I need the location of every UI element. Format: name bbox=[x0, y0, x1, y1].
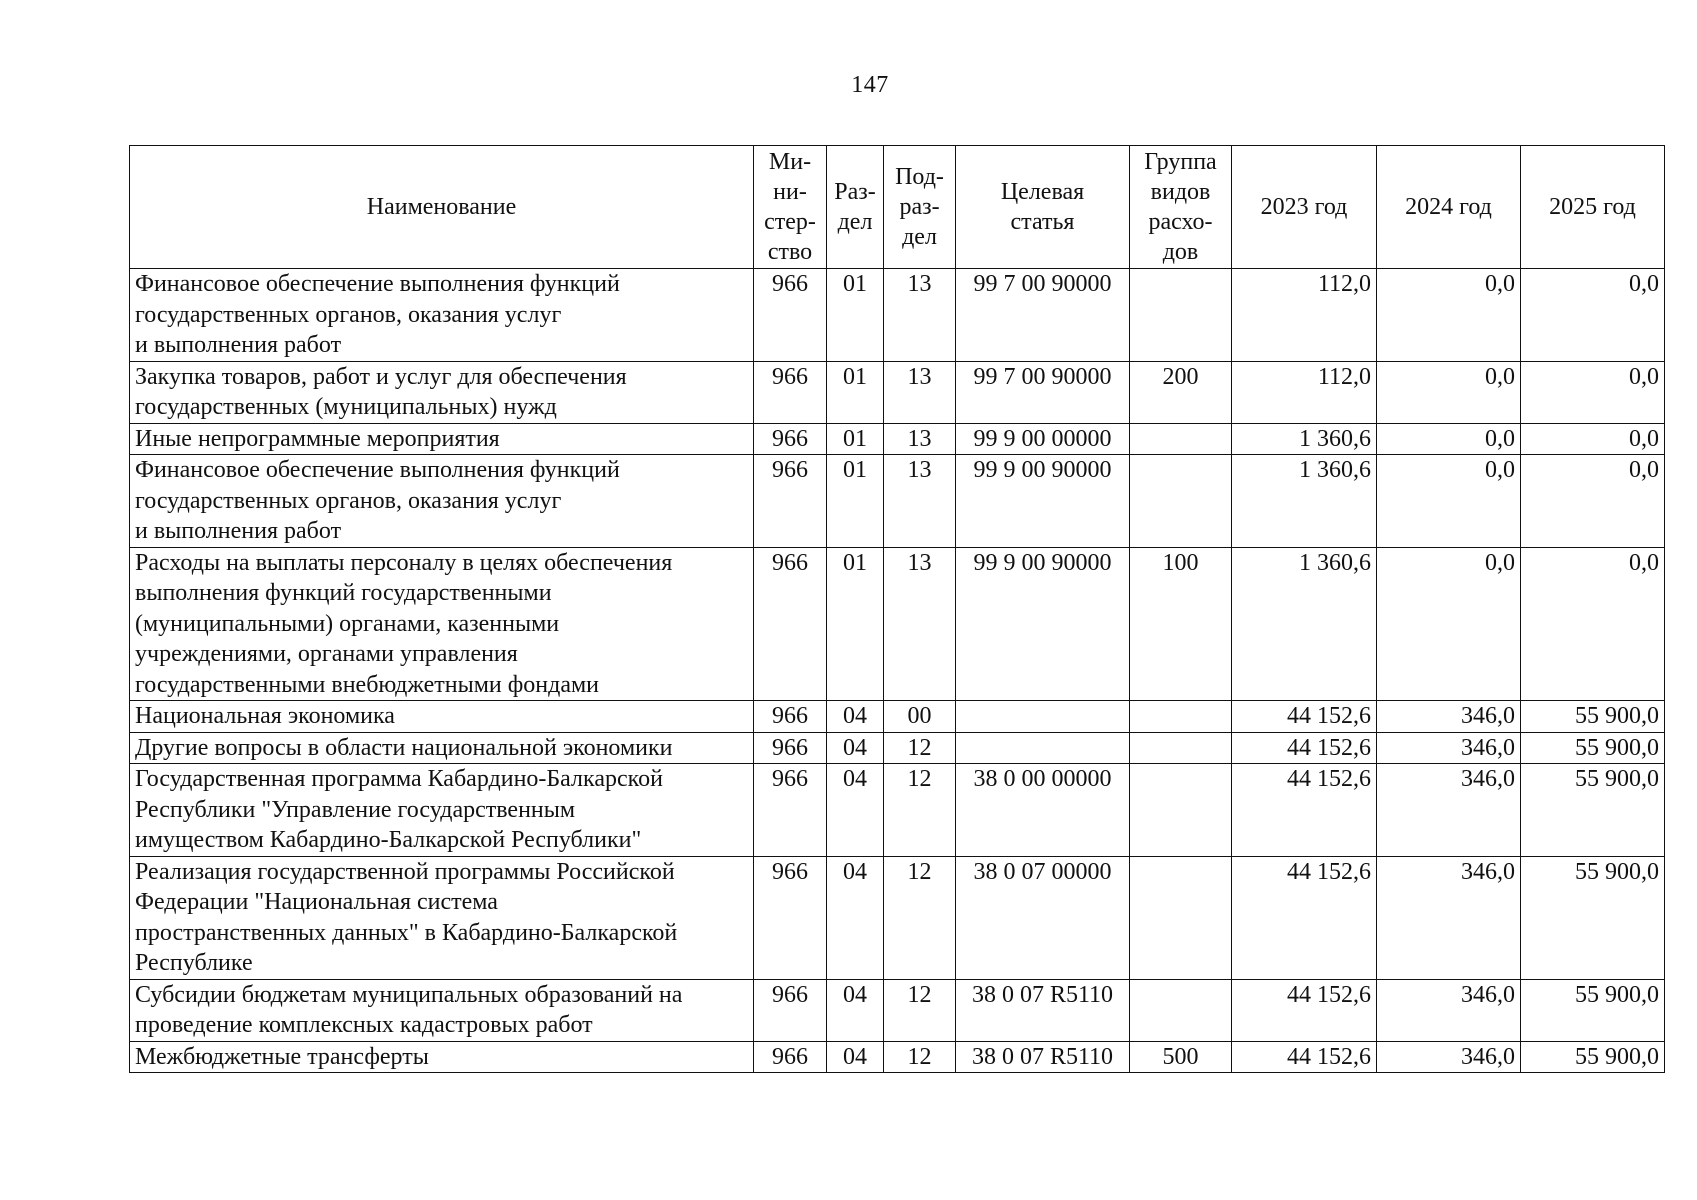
cell-expense-group bbox=[1130, 979, 1232, 1041]
table-row bbox=[130, 455, 1665, 548]
cell-subsection: 13 bbox=[884, 423, 956, 455]
cell-name-line: Субсидии бюджетам муниципальных образований на bbox=[135, 981, 683, 1008]
cell-target: 99 9 00 00000 bbox=[956, 423, 1130, 455]
cell-expense-group: 500 bbox=[1130, 1041, 1232, 1073]
cell-target: 38 0 07 R5110 bbox=[956, 1041, 1130, 1073]
cell-name-line: имуществом Кабардино-Балкарской Республики" bbox=[135, 827, 642, 853]
cell-name-line: Расходы на выплаты персоналу в целях обеспечения bbox=[135, 549, 673, 576]
header-2024: 2024 год bbox=[1377, 146, 1521, 269]
header-target: Целевая статья bbox=[956, 146, 1130, 269]
cell-target: 99 7 00 90000 bbox=[956, 269, 1130, 362]
cell-2025: 55 900,0 bbox=[1521, 701, 1665, 733]
cell-name-line: государственных органов, оказания услуг bbox=[135, 301, 562, 328]
cell-section: 01 bbox=[827, 455, 884, 548]
cell-subsection: 00 bbox=[884, 701, 956, 733]
cell-target: 38 0 00 00000 bbox=[956, 764, 1130, 857]
cell-2025: 0,0 bbox=[1521, 423, 1665, 455]
table-row bbox=[130, 547, 1665, 701]
cell-name-line: государственных органов, оказания услуг bbox=[135, 487, 562, 514]
cell-2024: 0,0 bbox=[1377, 269, 1521, 362]
cell-name-line: учреждениями, органами управления bbox=[135, 641, 518, 667]
cell-2025: 0,0 bbox=[1521, 361, 1665, 423]
cell-ministry: 966 bbox=[754, 979, 827, 1041]
budget-table bbox=[129, 145, 1665, 1073]
cell-2023: 1 360,6 bbox=[1232, 455, 1377, 548]
cell-name bbox=[130, 423, 754, 455]
cell-name-line: Иные непрограммные мероприятия bbox=[135, 425, 500, 452]
cell-2024: 346,0 bbox=[1377, 979, 1521, 1041]
cell-2025: 55 900,0 bbox=[1521, 1041, 1665, 1073]
cell-subsection: 12 bbox=[884, 1041, 956, 1073]
cell-subsection: 13 bbox=[884, 547, 956, 701]
cell-section: 01 bbox=[827, 423, 884, 455]
cell-name bbox=[130, 701, 754, 733]
cell-2023: 44 152,6 bbox=[1232, 764, 1377, 857]
table-row bbox=[130, 423, 1665, 455]
header-name: Наименование bbox=[130, 146, 754, 269]
cell-2024: 346,0 bbox=[1377, 1041, 1521, 1073]
cell-target: 38 0 07 R5110 bbox=[956, 979, 1130, 1041]
header-subsection: Под- раз- дел bbox=[884, 146, 956, 269]
cell-name-line: выполнения функций государственными bbox=[135, 580, 552, 606]
header-2025: 2025 год bbox=[1521, 146, 1665, 269]
cell-section: 04 bbox=[827, 979, 884, 1041]
cell-target bbox=[956, 732, 1130, 764]
cell-section: 04 bbox=[827, 732, 884, 764]
cell-subsection: 12 bbox=[884, 979, 956, 1041]
cell-name-line: Реализация государственной программы Российской bbox=[135, 858, 675, 885]
cell-target: 99 9 00 90000 bbox=[956, 455, 1130, 548]
cell-ministry: 966 bbox=[754, 361, 827, 423]
cell-2023: 1 360,6 bbox=[1232, 423, 1377, 455]
cell-name-line: государственных (муниципальных) нужд bbox=[135, 394, 557, 420]
cell-section: 04 bbox=[827, 764, 884, 857]
cell-name-line: проведение комплексных кадастровых работ bbox=[135, 1012, 593, 1038]
cell-name-line: (муниципальными) органами, казенными bbox=[135, 610, 560, 637]
cell-name bbox=[130, 547, 754, 701]
cell-name bbox=[130, 856, 754, 979]
header-ministry: Ми- ни- стер- ство bbox=[754, 146, 827, 269]
table-row bbox=[130, 732, 1665, 764]
cell-expense-group bbox=[1130, 701, 1232, 733]
cell-2025: 0,0 bbox=[1521, 547, 1665, 701]
cell-2023: 44 152,6 bbox=[1232, 979, 1377, 1041]
cell-2023: 44 152,6 bbox=[1232, 1041, 1377, 1073]
cell-ministry: 966 bbox=[754, 856, 827, 979]
cell-2023: 112,0 bbox=[1232, 269, 1377, 362]
cell-expense-group bbox=[1130, 764, 1232, 857]
cell-ministry: 966 bbox=[754, 547, 827, 701]
cell-target bbox=[956, 701, 1130, 733]
cell-section: 04 bbox=[827, 701, 884, 733]
cell-subsection: 12 bbox=[884, 856, 956, 979]
cell-2025: 55 900,0 bbox=[1521, 979, 1665, 1041]
cell-target: 99 9 00 90000 bbox=[956, 547, 1130, 701]
cell-subsection: 13 bbox=[884, 269, 956, 362]
cell-name-line: Национальная экономика bbox=[135, 703, 395, 729]
cell-name-line: Закупка товаров, работ и услуг для обеспечения bbox=[135, 363, 627, 390]
cell-2023: 44 152,6 bbox=[1232, 856, 1377, 979]
cell-2024: 0,0 bbox=[1377, 361, 1521, 423]
cell-ministry: 966 bbox=[754, 701, 827, 733]
cell-2025: 0,0 bbox=[1521, 269, 1665, 362]
cell-name-line: и выполнения работ bbox=[135, 332, 342, 358]
cell-name-line: Межбюджетные трансферты bbox=[135, 1043, 429, 1070]
cell-section: 04 bbox=[827, 856, 884, 979]
table-header bbox=[130, 146, 1665, 269]
cell-subsection: 12 bbox=[884, 732, 956, 764]
table-row bbox=[130, 764, 1665, 857]
cell-expense-group bbox=[1130, 732, 1232, 764]
cell-2024: 0,0 bbox=[1377, 455, 1521, 548]
cell-expense-group bbox=[1130, 269, 1232, 362]
cell-2023: 44 152,6 bbox=[1232, 732, 1377, 764]
cell-section: 01 bbox=[827, 547, 884, 701]
cell-expense-group bbox=[1130, 423, 1232, 455]
cell-subsection: 12 bbox=[884, 764, 956, 857]
cell-2025: 55 900,0 bbox=[1521, 732, 1665, 764]
cell-name-line: Республике bbox=[135, 950, 253, 976]
cell-name-line: Другие вопросы в области национальной экономики bbox=[135, 734, 673, 761]
cell-name bbox=[130, 361, 754, 423]
cell-name-line: Государственная программа Кабардино-Балкарской bbox=[135, 766, 663, 792]
cell-2025: 55 900,0 bbox=[1521, 856, 1665, 979]
table-row bbox=[130, 701, 1665, 733]
cell-ministry: 966 bbox=[754, 455, 827, 548]
cell-subsection: 13 bbox=[884, 361, 956, 423]
cell-ministry: 966 bbox=[754, 732, 827, 764]
cell-subsection: 13 bbox=[884, 455, 956, 548]
cell-ministry: 966 bbox=[754, 764, 827, 857]
cell-section: 01 bbox=[827, 361, 884, 423]
cell-name bbox=[130, 732, 754, 764]
table-row bbox=[130, 1041, 1665, 1073]
table-body bbox=[130, 269, 1665, 1073]
header-2023: 2023 год bbox=[1232, 146, 1377, 269]
cell-2024: 0,0 bbox=[1377, 423, 1521, 455]
cell-name bbox=[130, 1041, 754, 1073]
cell-section: 04 bbox=[827, 1041, 884, 1073]
cell-expense-group bbox=[1130, 856, 1232, 979]
cell-name-line: Республики "Управление государственным bbox=[135, 796, 576, 823]
cell-2025: 55 900,0 bbox=[1521, 764, 1665, 857]
cell-2024: 346,0 bbox=[1377, 856, 1521, 979]
cell-name bbox=[130, 455, 754, 548]
cell-2024: 0,0 bbox=[1377, 547, 1521, 701]
cell-ministry: 966 bbox=[754, 423, 827, 455]
page-number: 147 bbox=[851, 72, 889, 98]
cell-section: 01 bbox=[827, 269, 884, 362]
cell-2024: 346,0 bbox=[1377, 764, 1521, 857]
header-section: Раз- дел bbox=[827, 146, 884, 269]
cell-name-line: Финансовое обеспечение выполнения функций bbox=[135, 271, 620, 297]
cell-name-line: пространственных данных" в Кабардино-Балкарской bbox=[135, 919, 678, 946]
cell-2024: 346,0 bbox=[1377, 732, 1521, 764]
table-row bbox=[130, 979, 1665, 1041]
cell-target: 38 0 07 00000 bbox=[956, 856, 1130, 979]
cell-expense-group: 100 bbox=[1130, 547, 1232, 701]
cell-2023: 1 360,6 bbox=[1232, 547, 1377, 701]
cell-ministry: 966 bbox=[754, 269, 827, 362]
header-expense-group: Группа видов расхо- дов bbox=[1130, 146, 1232, 269]
table-row bbox=[130, 856, 1665, 979]
cell-2023: 112,0 bbox=[1232, 361, 1377, 423]
cell-2024: 346,0 bbox=[1377, 701, 1521, 733]
cell-2023: 44 152,6 bbox=[1232, 701, 1377, 733]
table-row bbox=[130, 361, 1665, 423]
cell-name bbox=[130, 979, 754, 1041]
cell-name bbox=[130, 269, 754, 362]
cell-target: 99 7 00 90000 bbox=[956, 361, 1130, 423]
cell-name-line: государственными внебюджетными фондами bbox=[135, 671, 600, 698]
cell-name-line: и выполнения работ bbox=[135, 518, 342, 544]
cell-name bbox=[130, 764, 754, 857]
cell-2025: 0,0 bbox=[1521, 455, 1665, 548]
cell-ministry: 966 bbox=[754, 1041, 827, 1073]
cell-name-line: Финансовое обеспечение выполнения функций bbox=[135, 457, 620, 483]
cell-name-line: Федерации "Национальная система bbox=[135, 889, 498, 915]
cell-expense-group: 200 bbox=[1130, 361, 1232, 423]
table-row bbox=[130, 269, 1665, 362]
cell-expense-group bbox=[1130, 455, 1232, 548]
